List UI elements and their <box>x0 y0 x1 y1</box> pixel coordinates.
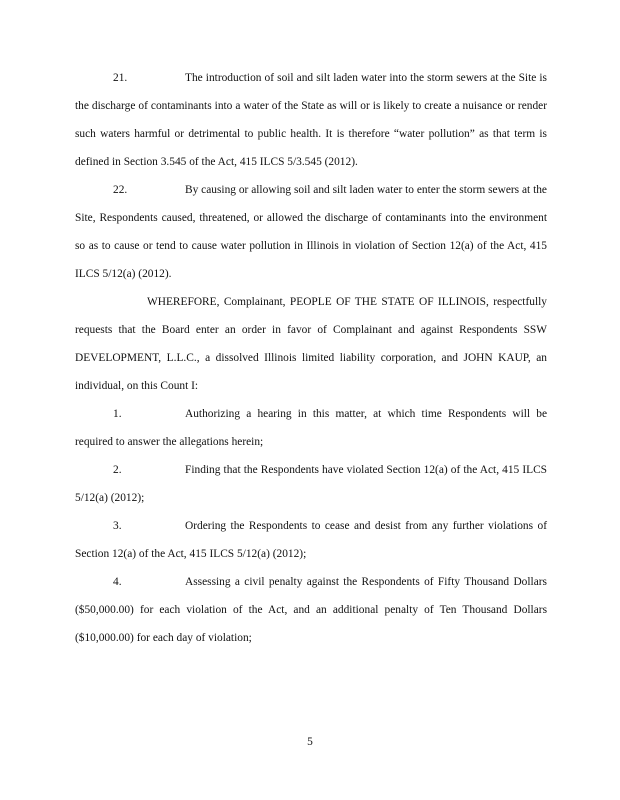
paragraph-number: 21. <box>113 72 128 84</box>
paragraph-number: 1. <box>113 408 122 420</box>
paragraph-text: Authorizing a hearing in this matter, at which time Respondents will be required to answer the allegations herein; <box>75 408 547 448</box>
paragraph-22 <box>75 176 547 288</box>
paragraph-number: 4. <box>113 576 122 588</box>
paragraph-number: 3. <box>113 520 122 532</box>
paragraph-21 <box>75 64 547 176</box>
paragraph-text: By causing or allowing soil and silt laden water to enter the storm sewers at the Site, Respondents caused, threatened, or allowed the discharge of contaminants into the environment so as to cause or tend to cause water pollution in Illinois in violation of Section 12(a) of the Act, 415 ILCS 5/12(a) (2012). <box>75 184 547 280</box>
prayer-item-3 <box>75 512 547 568</box>
paragraph-text: WHEREFORE, Complainant, PEOPLE OF THE STATE OF ILLINOIS, respectfully requests that the Board enter an order in favor of Complainant and against Respondents SSW DEVELOPMENT, L.L.C., a dissolved Illinois limited liability corporation, and JOHN KAUP, an individual, on this Count I: <box>75 296 547 392</box>
paragraph-text: The introduction of soil and silt laden water into the storm sewers at the Site is the discharge of contaminants into a water of the State as will or is likely to create a nuisance or render such waters harmful or detrimental to public health. It is therefore “water pollution” as that term is defined in Section 3.545 of the Act, 415 ILCS 5/3.545 (2012). <box>75 72 547 168</box>
paragraph-text: Ordering the Respondents to cease and desist from any further violations of Section 12(a) of the Act, 415 ILCS 5/12(a) (2012); <box>75 520 547 560</box>
wherefore-paragraph <box>75 288 547 400</box>
prayer-item-4 <box>75 568 547 652</box>
paragraph-number: 2. <box>113 464 122 476</box>
paragraph-number: 22. <box>113 184 128 196</box>
paragraph-text: Assessing a civil penalty against the Respondents of Fifty Thousand Dollars ($50,000.00) for each violation of the Act, and an additional penalty of Ten Thousand Dollars ($10,000.00) for each day of violation; <box>75 576 547 644</box>
prayer-item-2 <box>75 456 547 512</box>
prayer-item-1 <box>75 400 547 456</box>
paragraph-text: Finding that the Respondents have violated Section 12(a) of the Act, 415 ILCS 5/12(a) (2012); <box>75 464 547 504</box>
page-number: 5 <box>307 736 313 748</box>
